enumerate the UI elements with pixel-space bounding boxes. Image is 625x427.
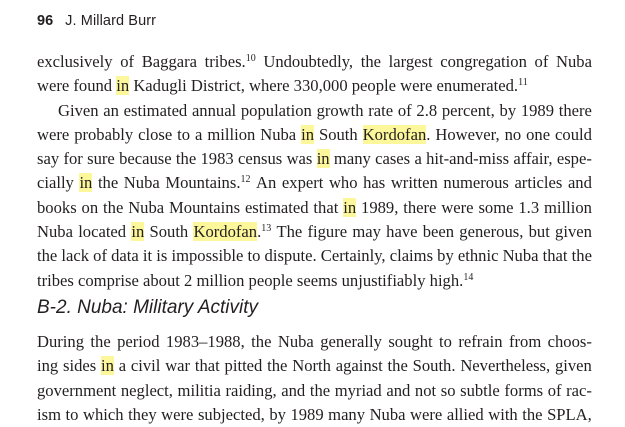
word: was	[286, 149, 313, 169]
word: war	[165, 356, 191, 376]
word: Kordofan.	[362, 124, 431, 144]
word: have	[386, 222, 418, 242]
word: is	[156, 246, 168, 266]
word: Kordofan.$^{13}$	[193, 222, 272, 242]
word: cially	[37, 173, 74, 193]
word	[131, 220, 144, 244]
word: and	[386, 380, 411, 400]
word: growth	[316, 100, 364, 120]
text-line	[37, 99, 592, 123]
word: the	[267, 356, 288, 376]
word: North	[292, 356, 331, 376]
word: one	[526, 124, 551, 144]
word: an	[103, 100, 119, 120]
word: were	[161, 404, 194, 424]
word: million	[544, 197, 592, 217]
word: to	[439, 332, 452, 351]
word: but	[528, 222, 550, 242]
word: from	[508, 332, 542, 351]
text-line	[37, 244, 592, 268]
word: numerous	[443, 173, 509, 193]
word: and	[281, 380, 306, 400]
word: Certainly,	[320, 246, 386, 266]
text-line	[37, 196, 592, 220]
word: that	[542, 246, 568, 266]
word: with	[488, 404, 518, 424]
word: largest	[388, 52, 433, 71]
text-line	[37, 123, 592, 147]
word: against	[335, 356, 383, 376]
word: sure	[87, 149, 115, 169]
word: rate	[368, 100, 394, 120]
word: the	[37, 246, 58, 266]
word: could	[555, 124, 592, 144]
text-line	[37, 147, 592, 171]
text-line	[37, 171, 592, 195]
word: SPLA,	[547, 404, 592, 424]
footnote-reference: 12	[240, 174, 251, 186]
search-highlight: in	[131, 222, 145, 242]
text-line	[37, 330, 592, 354]
word: subtle	[460, 380, 500, 400]
search-highlight: Kordofan	[193, 222, 258, 242]
word: of	[120, 52, 135, 71]
word: sought	[388, 332, 433, 351]
word: by	[437, 246, 454, 266]
word: not	[414, 380, 437, 400]
word: close	[138, 124, 173, 144]
footnote-reference: 10	[245, 53, 256, 64]
footnote-reference: 14	[463, 271, 474, 283]
running-head	[37, 13, 156, 33]
word: by	[499, 100, 517, 120]
search-highlight: in	[316, 149, 330, 169]
word: 1989,	[361, 197, 399, 217]
word: they	[128, 404, 157, 424]
word: neglect,	[120, 380, 173, 400]
word: ism	[37, 404, 61, 424]
word: tribes.$^{10}$	[204, 52, 256, 71]
word: were	[410, 404, 443, 424]
text-line	[37, 354, 592, 378]
word: many	[328, 404, 366, 424]
search-highlight: in	[101, 356, 114, 376]
word: books	[37, 197, 77, 217]
word: congregation	[440, 52, 527, 71]
word: of	[397, 100, 412, 120]
word: of	[547, 380, 562, 400]
word: impossible	[171, 246, 244, 266]
word: Nuba	[502, 246, 539, 266]
word: 1983–1988,	[165, 332, 245, 351]
word: the	[175, 149, 197, 169]
text-line	[37, 50, 592, 74]
word: claims	[389, 246, 434, 266]
word: written	[390, 173, 438, 193]
word: of	[534, 52, 549, 71]
word: Nuba	[260, 124, 297, 144]
word: Nuba	[277, 332, 314, 351]
word: South	[318, 124, 358, 144]
word: refrain	[458, 332, 503, 351]
word: pitted	[224, 356, 263, 376]
word: lack	[61, 246, 90, 266]
word: 1989	[290, 404, 324, 424]
word: the	[97, 173, 119, 193]
word: on	[81, 197, 99, 217]
word: who	[328, 173, 358, 193]
word: which	[82, 404, 124, 424]
word: cases	[375, 149, 411, 169]
word: has	[363, 173, 386, 193]
word: figure	[307, 222, 348, 242]
word: myriad	[334, 380, 382, 400]
word: ing	[37, 356, 59, 376]
word: government	[37, 380, 117, 400]
text-line	[37, 379, 592, 403]
word: the	[90, 332, 111, 351]
word: An	[256, 173, 277, 193]
text-line	[37, 403, 592, 427]
word: by	[269, 404, 286, 424]
word: allied	[446, 404, 484, 424]
word: Mountains.$^{12}$	[165, 173, 251, 193]
word: many	[333, 149, 371, 169]
word: may	[352, 222, 381, 242]
word: there	[403, 197, 437, 217]
word: Nuba	[556, 52, 592, 71]
word	[301, 123, 314, 147]
word: Mountains	[169, 197, 241, 217]
word: Nuba	[123, 173, 160, 193]
word: the	[387, 356, 408, 376]
word: exclusively	[37, 52, 113, 71]
word: that	[194, 356, 220, 376]
word: hit-and-miss	[426, 149, 510, 169]
paragraph-1	[37, 50, 592, 99]
word: the	[309, 380, 331, 400]
word: some	[478, 197, 514, 217]
paragraph-2	[37, 99, 592, 293]
word: the	[571, 246, 592, 266]
search-highlight: Kordofan	[362, 124, 427, 144]
word: no	[504, 124, 522, 144]
word: annual	[191, 100, 237, 120]
word: located	[78, 222, 127, 242]
page-number: 96	[37, 13, 54, 29]
word: Nuba	[128, 197, 165, 217]
word: say	[37, 149, 60, 169]
word: During	[37, 332, 85, 351]
word: were	[441, 197, 474, 217]
word: data	[111, 246, 139, 266]
word: census	[238, 149, 283, 169]
word: 2.8	[416, 100, 438, 120]
word: ethnic	[457, 246, 499, 266]
word: to	[177, 124, 191, 144]
word: generous,	[459, 222, 524, 242]
word: a	[195, 124, 203, 144]
footnote-reference: 13	[261, 223, 272, 235]
word: a	[414, 149, 422, 169]
footnote-reference: 11	[518, 77, 528, 89]
word: so	[440, 380, 456, 400]
word: percent,	[441, 100, 495, 120]
word: it	[142, 246, 153, 266]
word: population	[240, 100, 312, 120]
word: Undoubtedly,	[263, 52, 354, 71]
word	[317, 147, 330, 171]
word: Nevertheless,	[460, 356, 551, 376]
word: were	[37, 124, 70, 144]
search-highlight: in	[116, 76, 130, 96]
word: that	[313, 197, 339, 217]
word: the	[360, 52, 381, 71]
word: million	[207, 124, 256, 144]
word: sides	[63, 356, 97, 376]
word: civil	[130, 356, 161, 376]
word: The	[276, 222, 303, 242]
word: a	[118, 356, 127, 376]
word	[79, 171, 92, 195]
word: the	[103, 197, 124, 217]
word: probably	[74, 124, 134, 144]
word: Nuba	[369, 404, 406, 424]
word: generally	[320, 332, 382, 351]
word: 1989	[520, 100, 555, 120]
section-heading: B-2. Nuba: Military Activity	[37, 297, 259, 318]
word: militia	[177, 380, 221, 400]
word: of	[93, 246, 107, 266]
word: the	[251, 332, 272, 351]
word	[343, 196, 356, 220]
text-line: tribes comprise about 2 million people seems unjustifiably high.$^{14}$	[37, 270, 474, 290]
word: rac-	[566, 380, 592, 400]
word: articles	[514, 173, 563, 193]
word: 1983	[200, 149, 234, 169]
word: period	[117, 332, 160, 351]
word: raiding,	[225, 380, 277, 400]
word: However,	[435, 124, 500, 144]
word: espe-	[556, 149, 592, 169]
word: forms	[504, 380, 544, 400]
word: expert	[281, 173, 324, 193]
search-highlight: in	[301, 124, 315, 144]
word: given	[555, 222, 592, 242]
word: to	[247, 246, 261, 266]
search-highlight: in	[79, 173, 93, 193]
word: dispute.	[264, 246, 317, 266]
word: South.	[412, 356, 456, 376]
word: estimated	[123, 100, 188, 120]
word: choos-	[547, 332, 592, 351]
word: the	[522, 404, 543, 424]
word: because	[119, 149, 172, 169]
word: to	[65, 404, 79, 424]
word: been	[422, 222, 455, 242]
word: for	[63, 149, 83, 169]
word: subjected,	[197, 404, 265, 424]
running-head-author: J. Millard Burr	[65, 13, 157, 29]
word: given	[554, 356, 592, 376]
word: and	[567, 173, 592, 193]
word	[101, 354, 114, 378]
word: Baggara	[141, 52, 198, 71]
paragraph-3	[37, 330, 592, 427]
word: estimated	[244, 197, 309, 217]
word: there	[558, 100, 592, 120]
word: Nuba	[37, 222, 73, 242]
word: 1.3	[518, 197, 540, 217]
word: South	[149, 222, 189, 242]
word: affair,	[513, 149, 553, 169]
word: Given	[58, 100, 99, 120]
search-highlight: in	[343, 197, 357, 217]
text-line	[37, 220, 592, 244]
text-line: were found in Kadugli District, where 330,000 people were enumerated.$^{11}$	[37, 76, 528, 96]
